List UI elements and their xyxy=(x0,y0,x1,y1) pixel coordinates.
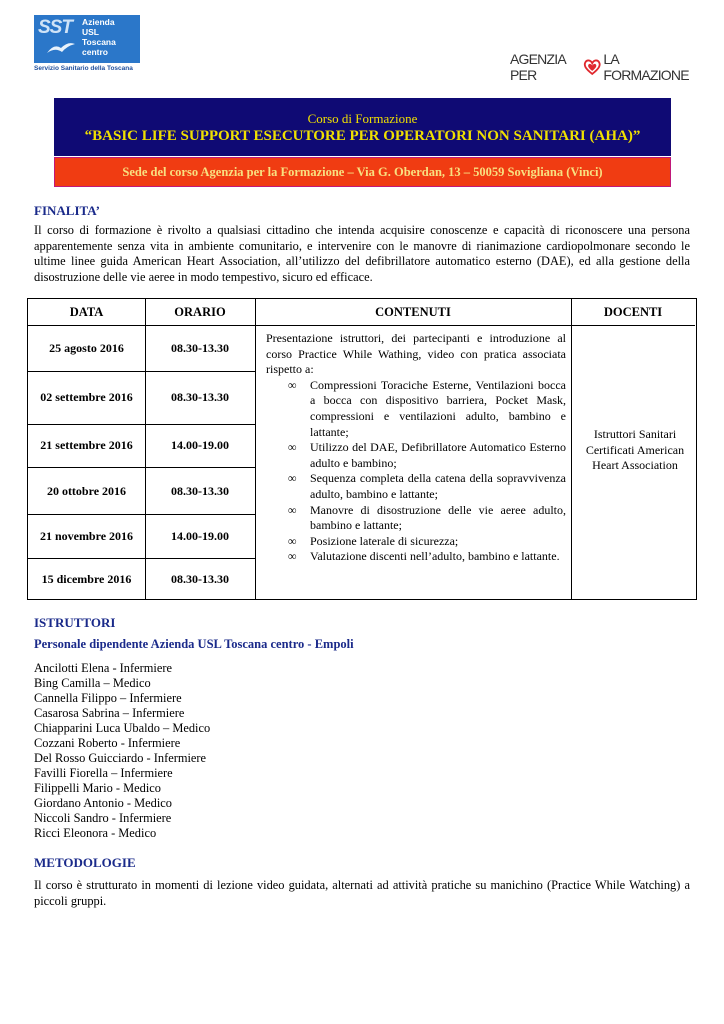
list-item: Chiapparini Luca Ubaldo – Medico xyxy=(34,721,211,735)
row-date: 15 dicembre 2016 xyxy=(41,572,132,586)
infinity-bullet-icon: ∞ xyxy=(288,377,297,392)
row-date: 21 novembre 2016 xyxy=(39,529,134,543)
list-item: Bing Camilla – Medico xyxy=(34,676,151,690)
list-item: Favilli Fiorella – Infermiere xyxy=(34,766,173,780)
course-location: Sede del corso Agenzia per la Formazione – Via G. Oberdan, 13 – 50059 Sovigliana (Vinci) xyxy=(122,165,603,179)
list-item: Ancilotti Elena - Infermiere xyxy=(34,661,172,675)
asl-logo-name: Azienda USL Toscana centro xyxy=(82,17,116,57)
table-row xyxy=(28,425,255,468)
table-divider xyxy=(571,299,572,599)
asl-logo-box xyxy=(34,15,140,63)
finalita-text: Il corso di formazione è rivolto a qualsiasi cittadino che intenda acquisire conoscenze e capacità di riconoscere una persona apparentemente senza vita in ambiente comunitario, e intervenire con le manovre di rianimazione cardiopolmonare secondo le ultime linee guida American Heart Association, all’utilizzo del defibrillatore automatico esterno (DAE), ed alla gestione della disostruzione delle vie aeree in modo tempestivo, sicuro ed efficace. xyxy=(34,223,690,284)
istruttori-heading: ISTRUTTORI xyxy=(34,615,116,630)
list-item: ∞ Utilizzo del DAE, Defibrillatore Automatico Esterno adulto e bambino; xyxy=(288,440,566,470)
course-label: Corso di Formazione xyxy=(307,111,418,126)
list-item: ∞ Valutazione discenti nell’adulto, bambino e lattante. xyxy=(288,549,560,564)
header-docenti: DOCENTI xyxy=(571,299,695,326)
header-data: DATA xyxy=(28,299,145,326)
table-row xyxy=(28,326,255,372)
course-title: “BASIC LIFE SUPPORT ESECUTORE PER OPERATORI NON SANITARI (AHA)” xyxy=(84,128,641,144)
table-row xyxy=(28,515,255,559)
list-item: Casarosa Sabrina – Infermiere xyxy=(34,706,185,720)
infinity-bullet-icon: ∞ xyxy=(288,471,297,486)
row-date: 02 settembre 2016 xyxy=(40,390,133,404)
list-item: Filippelli Mario - Medico xyxy=(34,781,161,795)
infinity-bullet-icon: ∞ xyxy=(288,549,297,564)
list-item: ∞ Manovre di disostruzione delle vie aeree adulto, bambino e lattante; xyxy=(288,502,566,533)
list-item: ∞ Compressioni Toraciche Esterne, Ventilazioni bocca a bocca con dispositivo barriera, Pocket Mask, compressioni e ventilazioni adulto, bambino e lattante; xyxy=(288,377,566,439)
header-contenuti: CONTENUTI xyxy=(255,299,571,326)
istruttori-list xyxy=(34,661,210,841)
row-time: 14.00-19.00 xyxy=(171,529,229,543)
heart-icon xyxy=(583,56,601,78)
list-item: Niccoli Sandro - Infermiere xyxy=(34,811,172,825)
table-row xyxy=(28,372,255,425)
row-time: 08.30-13.30 xyxy=(171,572,229,586)
row-time: 08.30-13.30 xyxy=(171,341,229,355)
asl-logo-subtitle: Servizio Sanitario della Toscana xyxy=(34,65,133,72)
agenzia-logo-part1: AGENZIA PER xyxy=(510,51,566,83)
schedule-table xyxy=(27,298,697,600)
row-date: 21 settembre 2016 xyxy=(40,438,133,452)
agenzia-formazione-logo xyxy=(510,51,690,83)
agenzia-logo-part2: LA FORMAZIONE xyxy=(603,51,689,83)
list-item: Del Rosso Guicciardo - Infermiere xyxy=(34,751,207,765)
row-time: 08.30-13.30 xyxy=(171,390,229,404)
row-date: 20 ottobre 2016 xyxy=(46,484,127,498)
docenti-cell: Istruttori Sanitari Certificati American Heart Association xyxy=(585,427,685,472)
list-item: Ricci Eleonora - Medico xyxy=(34,826,157,840)
sst-logo-text: SST xyxy=(38,17,72,38)
list-item: Cozzani Roberto - Infermiere xyxy=(34,736,181,750)
list-item: Cannella Filippo – Infermiere xyxy=(34,691,182,705)
table-row xyxy=(28,468,255,515)
istruttori-subtitle: Personale dipendente Azienda USL Toscana centro - Empoli xyxy=(34,637,354,651)
row-time: 08.30-13.30 xyxy=(171,484,229,498)
table-divider xyxy=(255,299,256,599)
list-item: Giordano Antonio - Medico xyxy=(34,796,172,810)
course-location-banner xyxy=(54,157,671,187)
bird-icon xyxy=(46,41,76,55)
contents-intro: Presentazione istruttori, dei partecipanti e introduzione al corso Practice While Wathing, video con pratica associata rispetto a: xyxy=(266,331,566,377)
list-item: ∞ Sequenza completa della catena della sopravvivenza adulto, bambino e lattante; xyxy=(288,471,566,501)
asl-logo xyxy=(34,15,140,75)
course-contents xyxy=(266,331,566,565)
table-row xyxy=(28,559,255,598)
metodologie-text: Il corso è strutturato in momenti di lezione video guidata, alternati ad attività pratiche su manichino (Practice While Watching) a piccoli gruppi. xyxy=(34,878,690,908)
finalita-heading: FINALITA’ xyxy=(34,203,100,218)
infinity-bullet-icon: ∞ xyxy=(288,502,297,517)
metodologie-heading: METODOLOGIE xyxy=(34,855,136,870)
contents-list xyxy=(266,378,566,565)
infinity-bullet-icon: ∞ xyxy=(288,440,297,455)
row-time: 14.00-19.00 xyxy=(171,438,229,452)
row-date: 25 agosto 2016 xyxy=(49,341,124,355)
header-orario: ORARIO xyxy=(145,299,255,326)
course-title-banner xyxy=(54,98,671,156)
infinity-bullet-icon: ∞ xyxy=(288,533,297,548)
list-item: ∞ Posizione laterale di sicurezza; xyxy=(288,533,459,548)
